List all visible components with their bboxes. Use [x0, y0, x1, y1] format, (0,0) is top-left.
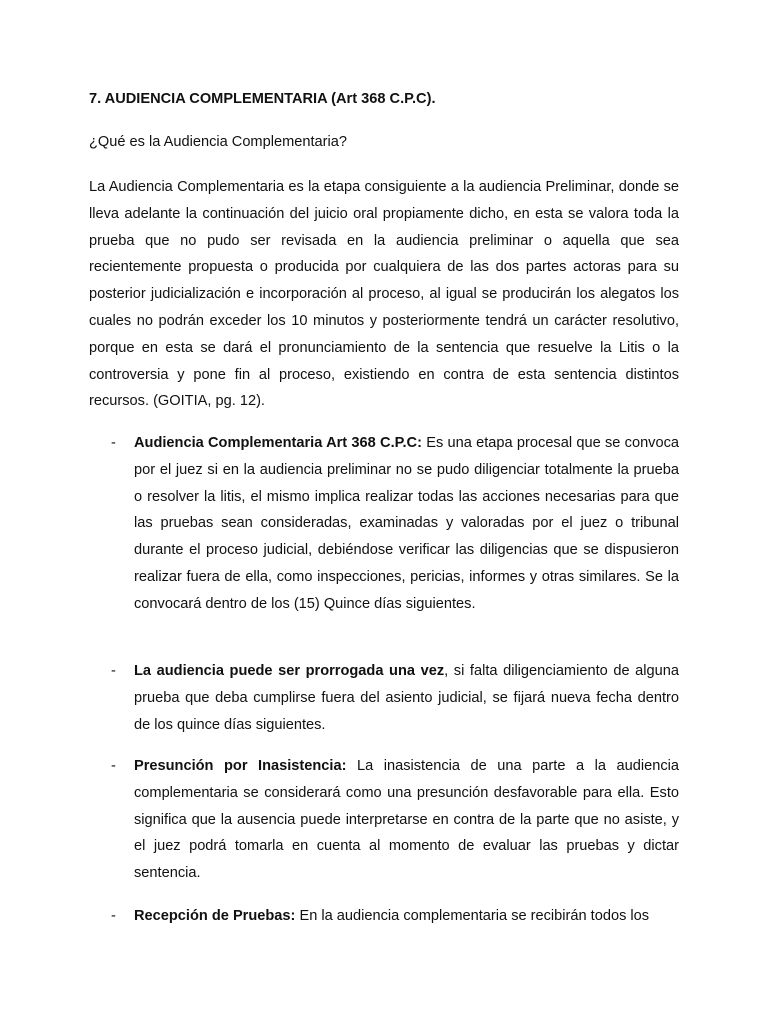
list-item-body: Es una etapa procesal que se convoca por el juez si en la audiencia preliminar no se pudo diligenciar totalmente la prueba o resolver la litis, el mismo implica realizar todas las acciones necesarias para que las pruebas sean consideradas, examinadas y valoradas por el juez o tribunal durante el proceso judicial, debiéndose verificar las diligencias que se dispusieron realizar fuera de ella, como inspecciones, pericias, informes y otras similares. Se la convocará dentro de los (15) Quince días siguientes. [134, 435, 680, 612]
list-item-bold-lead: Audiencia Complementaria Art 368 C.P.C: [134, 435, 422, 451]
bullet-dash: - [111, 908, 116, 924]
bullet-dash: - [111, 435, 116, 451]
list-item-text [134, 430, 679, 618]
list-item-bold-lead: Presunción por Inasistencia: [134, 758, 347, 774]
bullet-dash: - [111, 663, 116, 679]
section-heading: 7. AUDIENCIA COMPLEMENTARIA (Art 368 C.P.C). [89, 91, 436, 107]
list-item-body: La inasistencia de una parte a la audiencia complementaria se considerará como una presunción desfavorable para ella. Esto significa que la ausencia puede interpretarse en contra de la parte que no asiste, y el juez podrá tomarla en cuenta al momento de evaluar las pruebas y dictar sentencia. [134, 758, 679, 882]
list-item-bold-lead: La audiencia puede ser prorrogada una vez [134, 663, 445, 679]
list-item-text [134, 753, 679, 887]
list-item-text [134, 903, 679, 930]
section-question: ¿Qué es la Audiencia Complementaria? [89, 134, 347, 150]
list-item-body: , si falta diligenciamiento de alguna prueba que deba cumplirse fuera del asiento judicial, se fijará nueva fecha dentro de los quince días siguientes. [134, 663, 679, 733]
list-item-body: En la audiencia complementaria se recibirán todos los [295, 908, 650, 924]
list-item-text [134, 658, 679, 738]
bullet-dash: - [111, 758, 116, 774]
intro-paragraph: La Audiencia Complementaria es la etapa consiguiente a la audiencia Preliminar, donde se lleva adelante la continuación del juicio oral propiamente dicho, en esta se valora toda la prueba que no pudo ser revisada en la audiencia preliminar o aquella que sea recientemente propuesta o producida por cualquiera de las dos partes actoras para su posterior judicialización e incorporación al proceso, al igual se producirán los alegatos los cuales no podrán exceder los 10 minutos y posteriormente tendrá un carácter resolutivo, porque en esta se dará el pronunciamiento de la sentencia que resuelve la Litis o la controversia y pone fin al proceso, existiendo en contra de esta sentencia distintos recursos. (GOITIA, pg. 12). [89, 179, 679, 410]
list-item-bold-lead: Recepción de Pruebas: [134, 908, 296, 924]
